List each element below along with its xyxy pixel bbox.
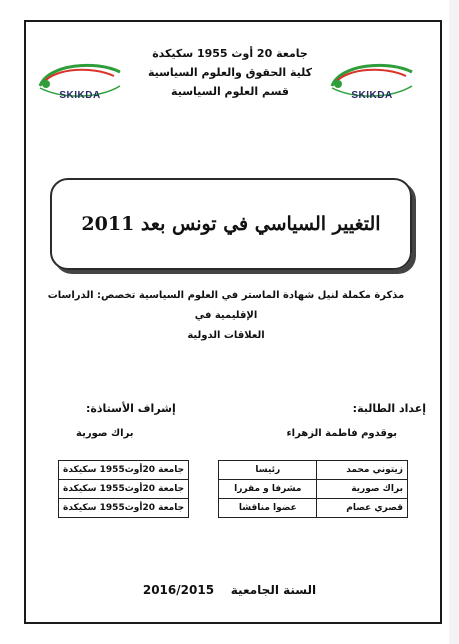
member-name: قصري عصام (317, 499, 408, 518)
member-affiliation: جامعة 20أوث1955 سكيكدة (59, 499, 189, 518)
university-logo-left (34, 60, 126, 110)
page-edge (449, 0, 459, 644)
student-label: إعداد الطالبة: (352, 402, 426, 415)
supervisor-name: براك صورية (76, 428, 134, 439)
thesis-purpose (36, 286, 416, 346)
thesis-title: التغيير السياسي في تونس بعد 2011 (81, 213, 381, 235)
student-name: بوقدوم فاطمة الزهراء (286, 428, 397, 439)
thesis-title-box (50, 178, 412, 270)
thesis-purpose-line2: العلاقات الدولية (187, 330, 265, 341)
logo-text: SKIKDA (59, 90, 101, 101)
logo-swoosh-icon (326, 60, 418, 110)
table-row (59, 461, 408, 480)
committee-table (58, 460, 408, 518)
academic-year-label: السنة الجامعية (230, 583, 317, 597)
department-name: قسم العلوم السياسية (171, 85, 289, 98)
academic-year (0, 583, 459, 597)
university-logo-right (326, 60, 418, 110)
member-role: رئيسا (219, 461, 317, 480)
university-name: جامعة 20 أوث 1955 سكيكدة (152, 47, 308, 60)
member-affiliation: جامعة 20أوث1955 سكيكدة (59, 480, 189, 499)
logo-text: SKIKDA (351, 90, 393, 101)
university-header (140, 44, 320, 101)
supervisor-label: إشراف الأستاذة: (86, 402, 176, 415)
academic-year-value: 2016/2015 (142, 583, 215, 597)
table-row (59, 499, 408, 518)
member-role: مشرفا و مقررا (219, 480, 317, 499)
member-name: زيتوني محمد (317, 461, 408, 480)
table-row (59, 480, 408, 499)
thesis-purpose-line1: مذكرة مكملة لنيل شهادة الماستر في العلوم السياسية تخصص: الدراسات الإقليمية في (47, 290, 405, 321)
member-affiliation: جامعة 20أوث1955 سكيكدة (59, 461, 189, 480)
member-name: براك صورية (317, 480, 408, 499)
logo-swoosh-icon (34, 60, 126, 110)
member-role: عضوا مناقشا (219, 499, 317, 518)
faculty-name: كلية الحقوق والعلوم السياسية (147, 66, 313, 79)
